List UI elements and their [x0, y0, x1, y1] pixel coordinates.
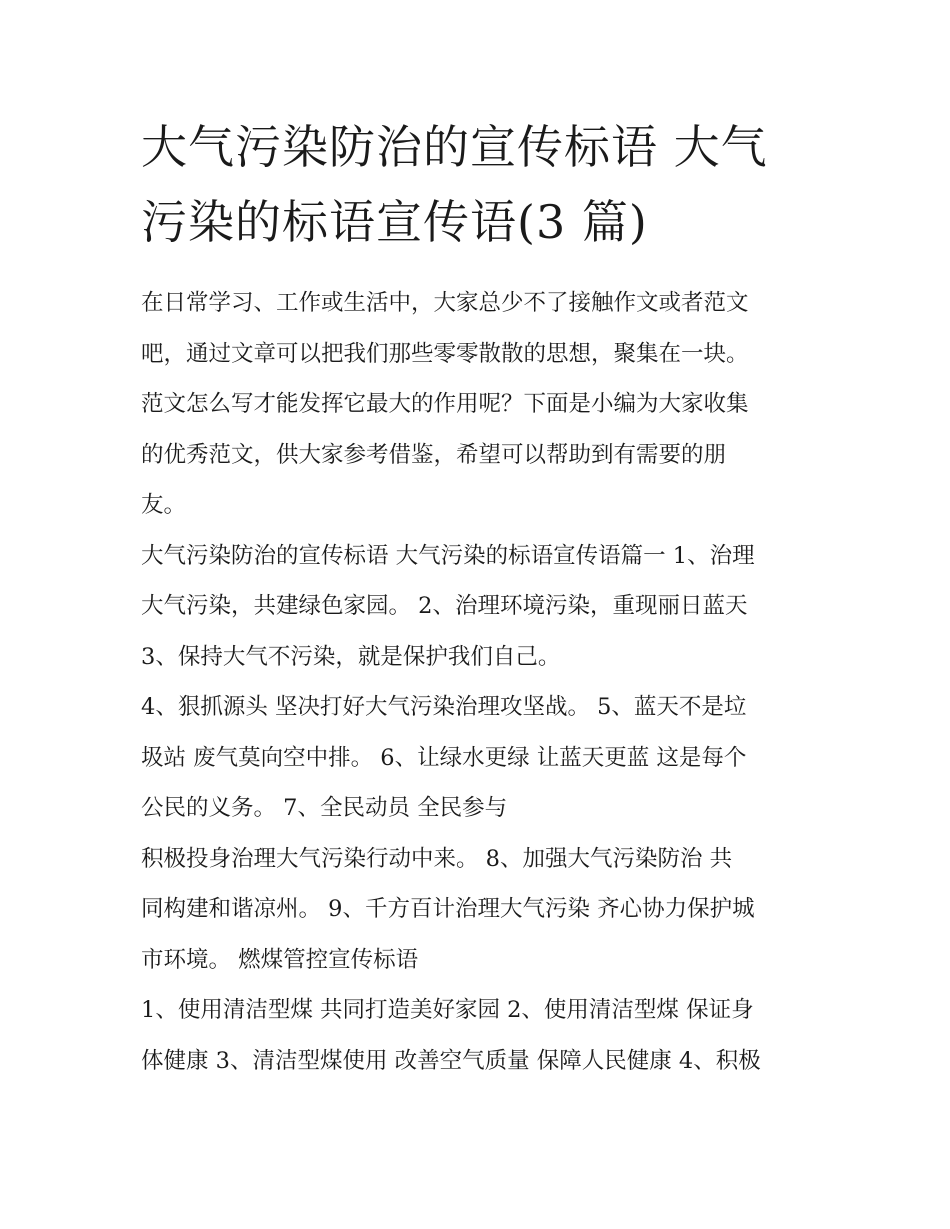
paragraph-intro — [141, 278, 821, 531]
text-line: 大气污染防治的宣传标语 大气污染的标语宣传语篇一 1、治理 — [141, 542, 755, 569]
document-body — [141, 278, 821, 1086]
document-title — [141, 110, 821, 260]
text-line: 圾站 废气莫向空中排。 6、让绿水更绿 让蓝天更蓝 这是每个 — [141, 744, 747, 771]
text-line: 公民的义务。 7、全民动员 全民参与 — [141, 795, 508, 821]
text-line: 体健康 3、清洁型煤使用 改善空气质量 保障人民健康 4、积极 — [141, 1047, 761, 1074]
text-line: 3、保持大气不污染，就是保护我们自己。 — [141, 643, 561, 670]
text-line: 4、狠抓源头 坚决打好大气污染治理攻坚战。 5、蓝天不是垃 — [141, 694, 747, 720]
title-line: 污染的标语宣传语(3 篇) — [141, 195, 648, 249]
paragraph-slogans-1 — [141, 531, 821, 683]
title-line: 大气污染防治的宣传标语 大气 — [141, 120, 768, 174]
text-line: 的优秀范文，供大家参考借鉴，希望可以帮助到有需要的朋 — [141, 441, 727, 468]
paragraph-slogans-2 — [141, 682, 821, 834]
text-line: 积极投身治理大气污染行动中来。 8、加强大气污染防治 共 — [141, 845, 733, 872]
text-line: 范文怎么写才能发挥它最大的作用呢？下面是小编为大家收集 — [141, 391, 749, 417]
text-line: 在日常学习、工作或生活中，大家总少不了接触作文或者范文 — [141, 290, 749, 316]
text-line: 大气污染，共建绿色家园。 2、治理环境污染，重现丽日蓝天 — [141, 593, 748, 619]
text-line: 友。 — [141, 492, 187, 518]
text-line: 市环境。 燃煤管控宣传标语 — [141, 946, 419, 973]
paragraph-coal-slogans — [141, 985, 821, 1086]
text-line: 同构建和谐凉州。 9、千方百计治理大气污染 齐心协力保护城 — [141, 896, 755, 922]
document-page — [141, 110, 821, 1086]
paragraph-slogans-3 — [141, 834, 821, 986]
text-line: 吧，通过文章可以把我们那些零零散散的思想，聚集在一块。 — [141, 340, 749, 367]
text-line: 1、使用清洁型煤 共同打造美好家园 2、使用清洁型煤 保证身 — [141, 997, 754, 1023]
